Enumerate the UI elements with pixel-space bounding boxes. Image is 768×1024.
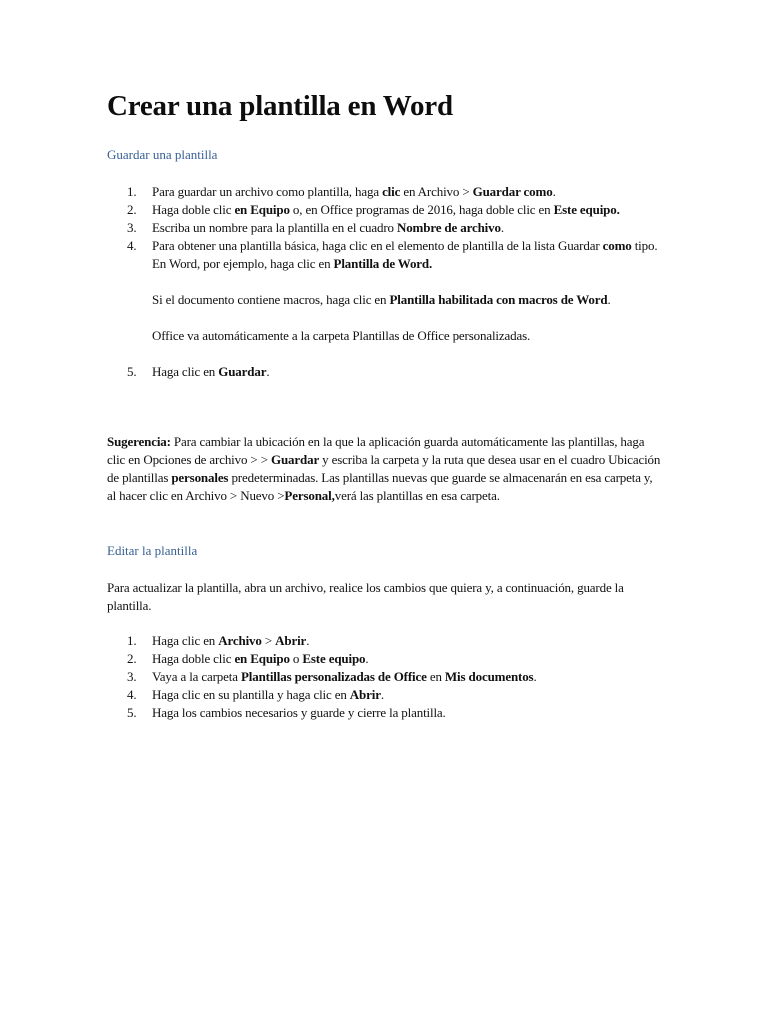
- list-number: 4.: [127, 238, 137, 253]
- list-number: 5.: [127, 364, 137, 379]
- tip-paragraph: Sugerencia: Para cambiar la ubicación en la que la aplicación guarda automáticamente las plantillas, haga clic en Opciones de archivo > > Guardar y escriba la carpeta y la ruta que desea usar en el cuadro Ubicación de plantillas personales predeterminadas. Las plantillas nuevas que guarde se almacenarán en esa carpeta y, al hacer clic en Archivo > Nuevo >Personal,verá las plantillas en esa carpeta.: [107, 434, 661, 503]
- list-item: 4. Haga clic en su plantilla y haga clic en Abrir.: [127, 687, 384, 702]
- edit-steps-list: [107, 632, 667, 722]
- list-item: 3. Vaya a la carpeta Plantillas personalizadas de Office en Mis documentos.: [127, 669, 537, 684]
- list-number: 2.: [127, 651, 137, 666]
- list-item-text: Para obtener una plantilla básica, haga clic en el elemento de plantilla de la lista Guardar como tipo. En Word, por ejemplo, haga clic en Plantilla de Word.: [152, 238, 658, 271]
- list-number: 1.: [127, 184, 137, 199]
- list-number: 3.: [127, 220, 137, 235]
- list-number: 2.: [127, 202, 137, 217]
- list-item: 1. Haga clic en Archivo > Abrir.: [127, 633, 310, 648]
- list-number: 1.: [127, 633, 137, 648]
- list-item: 5. Haga los cambios necesarios y guarde y cierre la plantilla.: [127, 705, 446, 720]
- list-item: 2. Haga doble clic en Equipo o, en Office programas de 2016, haga doble clic en Este equipo.: [127, 202, 620, 217]
- section-heading-guardar: Guardar una plantilla: [107, 147, 218, 162]
- section-heading-editar: Editar la plantilla: [107, 543, 198, 558]
- list-item: 3. Escriba un nombre para la plantilla en el cuadro Nombre de archivo.: [127, 220, 504, 235]
- list-item: 2. Haga doble clic en Equipo o Este equipo.: [127, 651, 369, 666]
- list-item: 5. Haga clic en Guardar.: [127, 364, 270, 379]
- list-number: 3.: [127, 669, 137, 684]
- list-item-subparagraph: Si el documento contiene macros, haga clic en Plantilla habilitada con macros de Word.: [152, 292, 611, 307]
- list-number: 4.: [127, 687, 137, 702]
- tip-label: Sugerencia:: [107, 434, 171, 449]
- list-item-subparagraph: Office va automáticamente a la carpeta Plantillas de Office personalizadas.: [152, 328, 531, 343]
- list-item: [107, 237, 667, 345]
- save-steps-list: [107, 183, 667, 381]
- list-item: 1. Para guardar un archivo como plantilla, haga clic en Archivo > Guardar como.: [127, 184, 556, 199]
- list-number: 5.: [127, 705, 137, 720]
- document-title: Crear una plantilla en Word: [107, 90, 453, 122]
- intro-paragraph: Para actualizar la plantilla, abra un archivo, realice los cambios que quiera y, a continuación, guarde la plantilla.: [107, 580, 624, 613]
